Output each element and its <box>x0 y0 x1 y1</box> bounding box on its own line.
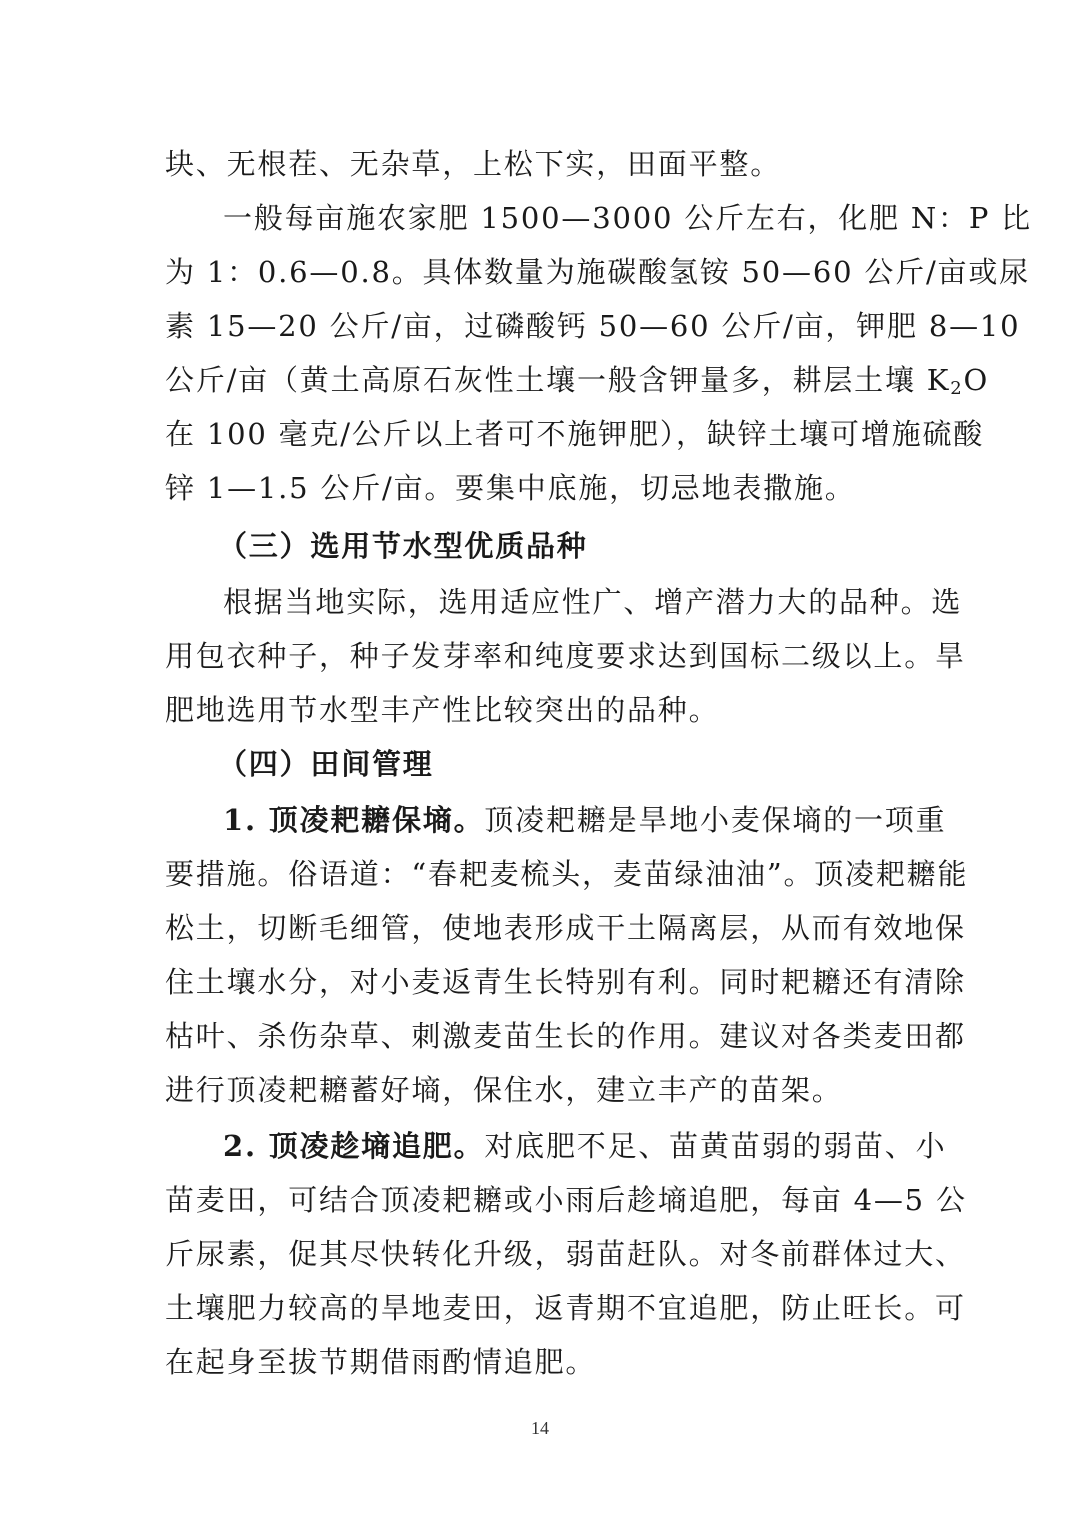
page-number: 14 <box>531 1418 549 1438</box>
text-line <box>223 800 947 840</box>
text-line: 素 15—20 公斤/亩，过磷酸钙 50—60 公斤/亩，钾肥 8—10 <box>165 309 1021 343</box>
text-line: 锌 1—1.5 公斤/亩。要集中底施，切忌地表撒施。 <box>165 471 856 505</box>
item-lead: 1. 顶凌耙耱保墒。 <box>223 803 485 837</box>
text-line: 为 1：0.6—0.8。具体数量为施碳酸氢铵 50—60 公斤/亩或尿 <box>165 255 1030 289</box>
text-line-with-formula <box>165 360 990 400</box>
item-lead: 2. 顶凌趁墒追肥。 <box>223 1129 485 1163</box>
text-line: 用包衣种子，种子发芽率和纯度要求达到国标二级以上。旱 <box>165 639 966 673</box>
text-line: 根据当地实际，选用适应性广、增产潜力大的品种。选 <box>223 585 963 619</box>
text-line: 在 100 毫克/公斤以上者可不施钾肥），缺锌土壤可增施硫酸 <box>165 417 985 451</box>
text-segment: 公斤/亩（黄土高原石灰性土壤一般含钾量多，耕层土壤 K <box>165 363 951 397</box>
text-line: 要措施。俗语道：“春耙麦梳头，麦苗绿油油”。顶凌耙耱能 <box>165 857 969 891</box>
text-line: 斤尿素，促其尽快转化升级，弱苗赶队。对冬前群体过大、 <box>165 1237 966 1271</box>
text-line: 土壤肥力较高的旱地麦田，返青期不宜追肥，防止旺长。可 <box>165 1291 966 1325</box>
text-segment: 对底肥不足、苗黄苗弱的弱苗、小 <box>484 1129 947 1163</box>
section-heading: （三）选用节水型优质品种 <box>218 529 588 563</box>
text-segment: 顶凌耙耱是旱地小麦保墒的一项重 <box>484 803 947 837</box>
text-line: 肥地选用节水型丰产性比较突出的品种。 <box>165 693 720 727</box>
text-line: 松土，切断毛细管，使地表形成干土隔离层，从而有效地保 <box>165 911 966 945</box>
text-line: 进行顶凌耙耱蓄好墒，保住水，建立丰产的苗架。 <box>165 1073 843 1107</box>
section-heading: （四）田间管理 <box>218 747 434 781</box>
text-line: 一般每亩施农家肥 1500—3000 公斤左右，化肥 N：P 比 <box>223 201 1032 235</box>
text-line: 块、无根茬、无杂草，上松下实，田面平整。 <box>165 147 782 181</box>
subscript: 2 <box>950 378 964 399</box>
text-line: 苗麦田，可结合顶凌耙耱或小雨后趁墒追肥，每亩 4—5 公 <box>165 1183 967 1217</box>
text-line: 枯叶、杀伤杂草、刺激麦苗生长的作用。建议对各类麦田都 <box>165 1019 966 1053</box>
text-line: 住土壤水分，对小麦返青生长特别有利。同时耙耱还有清除 <box>165 965 966 999</box>
text-line <box>223 1126 947 1166</box>
text-line: 在起身至拔节期借雨酌情追肥。 <box>165 1345 597 1379</box>
text-segment: O <box>963 363 990 397</box>
